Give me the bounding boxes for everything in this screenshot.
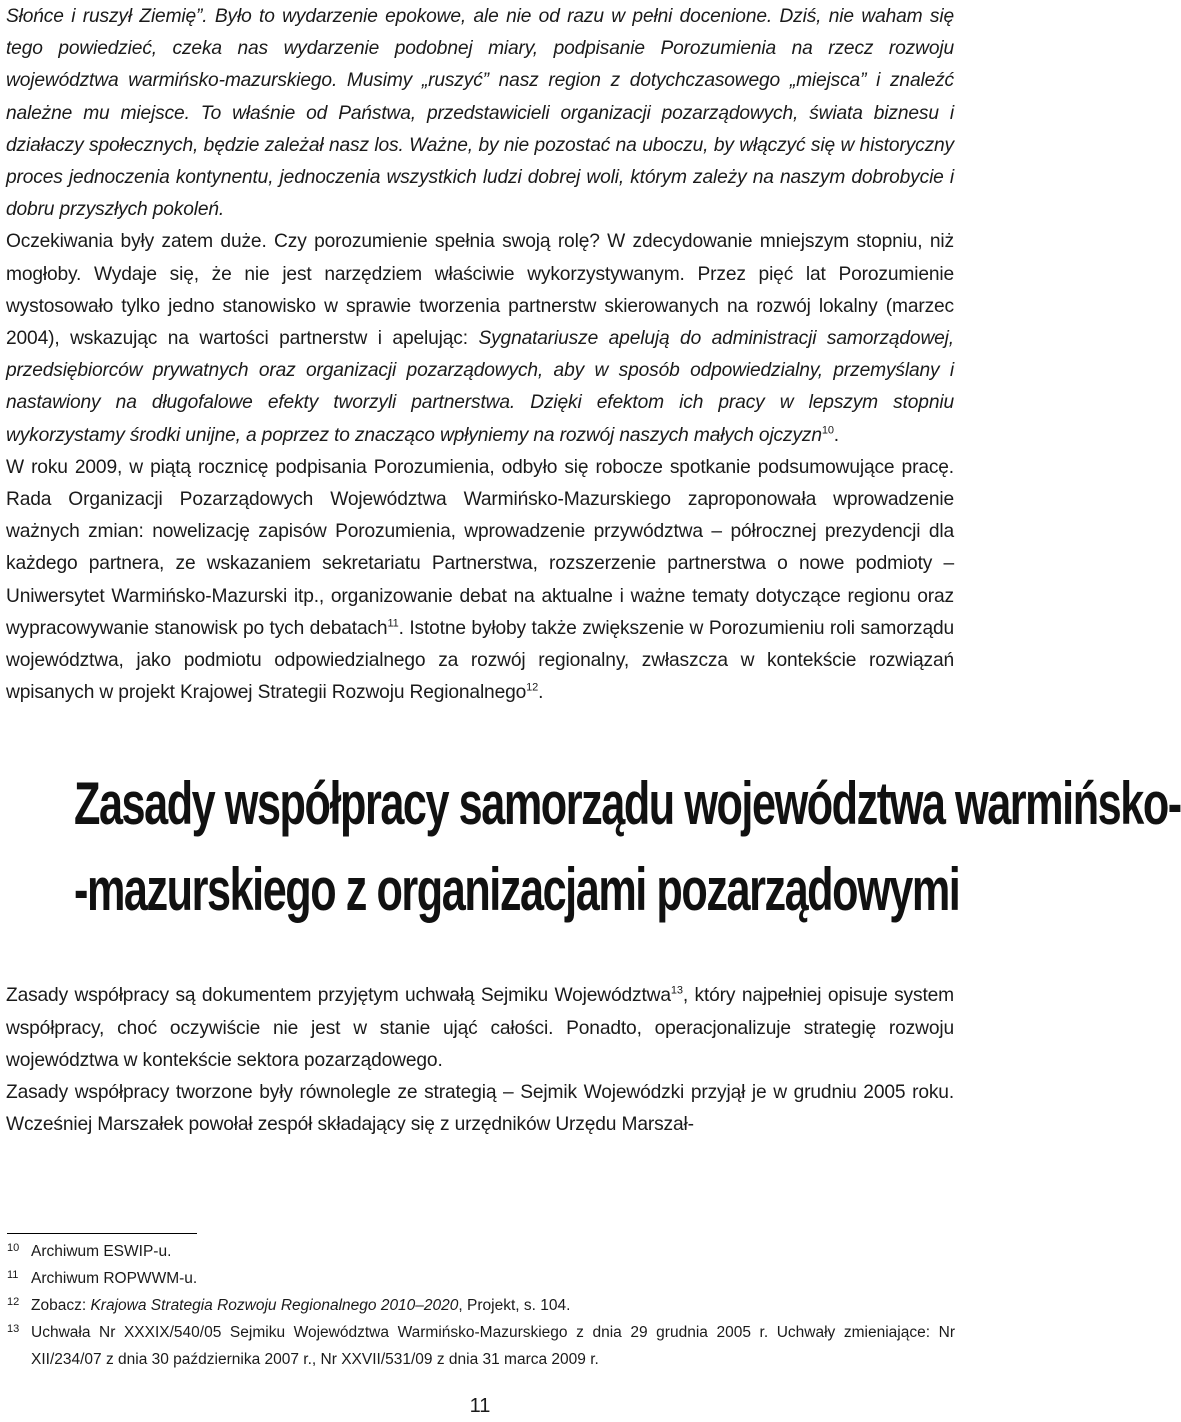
footnote-number: 11 (7, 1269, 19, 1281)
footnote-number: 12 (7, 1296, 20, 1308)
footnote-number: 13 (7, 1323, 20, 1335)
paragraph-rules-history (6, 1077, 954, 1141)
footnotes (7, 1238, 955, 1373)
quote-text-a: Słońce i ruszył Ziemię”. Było to wydarzenie epokowe, ale nie od razu w pełni docenione. (6, 6, 780, 27)
paragraph-quote (6, 0, 954, 226)
footnote-ref-11[interactable]: 11 (387, 617, 399, 630)
footnote-text: Uchwała Nr XXXIX/540/05 Sejmiku Województwa Warmińsko-Mazurskiego z dnia 29 grudnia 2005 r. Uchwały zmieniające: Nr XII/234/07 z dnia 30 października 2007 r., Nr XXVII/531/09 z dnia 31 marca 2009 r. (31, 1324, 955, 1368)
footnote-number: 10 (7, 1242, 20, 1254)
paragraph-expectations (6, 226, 954, 451)
footnote-separator (7, 1233, 197, 1234)
quote-text-b: Dziś, nie waham się tego powiedzieć, czeka nas wydarzenie podobnej miary, podpisanie Porozumienia na rzecz rozwoju województwa warmińsko-mazurskiego. Musimy „ruszyć” nasz region z dotychczasowego „miejsca” i znaleźć należne mu miejsce. To właśnie od Państwa, przedstawicieli organizacji pozarządowych, świata biznesu i działaczy społecznych, będzie zależał nasz los. Ważne, by nie pozostać na uboczu, by włączyć się w historyczny proces jednoczenia kontynentu, jednoczenia wszystkich ludzi dobrej woli, którym zależy na naszym dobrobycie i dobru przyszłych pokoleń. (6, 6, 954, 221)
footnote-ref-12[interactable]: 12 (526, 681, 539, 694)
expectations-end: . (833, 424, 839, 446)
footnote-title: Krajowa Strategia Rozwoju Regionalnego 2010–2020 (90, 1297, 459, 1314)
meeting-text-b: . Istotne byłoby także zwiększenie w Porozumieniu roli samorządu województwa, jako podmiotu odpowiedzialnego za rozwój regionalny, zwłaszcza w kontekście rozwiązań wpisanych w projekt Krajowej Strategii Rozwoju Regionalnego (6, 617, 955, 704)
rules-text-a: Zasady współpracy są dokumentem przyjętym uchwałą Sejmiku Województwa (6, 985, 671, 1007)
footnote-11 (7, 1265, 955, 1292)
heading-line-2: -mazurskiego z organizacjami pozarządowymi (74, 856, 960, 924)
footnote-ref-13[interactable]: 13 (670, 985, 683, 998)
paragraph-2009 (6, 452, 954, 710)
heading-line-1: Zasady współpracy samorządu województwa warmińsko- (74, 770, 1181, 838)
meeting-end: . (538, 682, 544, 704)
footnote-10 (7, 1238, 955, 1265)
meeting-text-a: W roku 2009, w piątą rocznicę podpisania Porozumienia, odbyło się robocze spotkanie podsumowujące pracę. Rada Organizacji Pozarządowych Województwa Warmińsko-Mazurskiego zaproponowała wprowadzenie ważnych zmian: nowelizację zapisów Porozumienia, wprowadzenie przywództwa – półrocznej prezydencji dla każdego partnera, ze wskazaniem sekretariatu Partnerstwa, rozszerzenie partnerstwa o nowe podmioty – Uniwersytet Warmińsko-Mazurski itp., organizowanie debat na aktualne i ważne tematy dotyczące regionu oraz wypracowywanie stanowisk po tych debatach (6, 456, 954, 639)
rules-text-b: , który najpełniej opisuje system współpracy, choć oczywiście nie jest w stanie ująć całości. Ponadto, operacjonalizuje strategię rozwoju województwa w kontekście sektora pozarządowego. (6, 985, 954, 1071)
footnote-text-post: , Projekt, s. 104. (458, 1297, 571, 1314)
section-heading (74, 761, 1181, 933)
expectations-text: Oczekiwania były zatem duże. Czy porozumienie spełnia swoją rolę? W zdecydowanie mniejszym stopniu, niż mogłoby. Wydaje się, że nie jest narzędziem właściwie wykorzystywanym. Przez pięć lat Porozumienie wystosowało tylko jedno stanowisko w sprawie tworzenia partnerstw skierowanych na rozwój lokalny (marzec 2004), wskazując na wartości partnerstw i apelując: (6, 231, 954, 350)
paragraph-rules-document (6, 980, 954, 1077)
section-body (6, 980, 954, 1141)
page-number: 11 (469, 1395, 491, 1417)
footnote-13 (7, 1319, 955, 1373)
footnote-12 (7, 1292, 955, 1319)
expectations-quote: Sygnatariusze apelują do administracji samorządowej, przedsiębiorców prywatnych oraz organizacji pozarządowych, aby w sposób odpowiedzialny, przemyślany i nastawiony na długofalowe efekty tworzyli partnerstwa. Dzięki efektom ich pracy w lepszym stopniu wykorzystamy środki unijne, a poprzez to znacząco wpłyniemy na rozwój naszych małych ojczyzn (6, 328, 954, 446)
footnote-text: Archiwum ROPWWM-u. (31, 1270, 198, 1287)
footnote-ref-10[interactable]: 10 (821, 424, 834, 437)
footnote-text-pre: Zobacz: (31, 1297, 91, 1314)
history-text: Zasady współpracy tworzone były równolegle ze strategią – Sejmik Wojewódzki przyjął je w grudniu 2005 roku. Wcześniej Marszałek powołał zespół składający się z urzędników Urzędu Marszał- (6, 1082, 954, 1136)
footnote-text: Archiwum ESWIP-u. (31, 1243, 172, 1260)
